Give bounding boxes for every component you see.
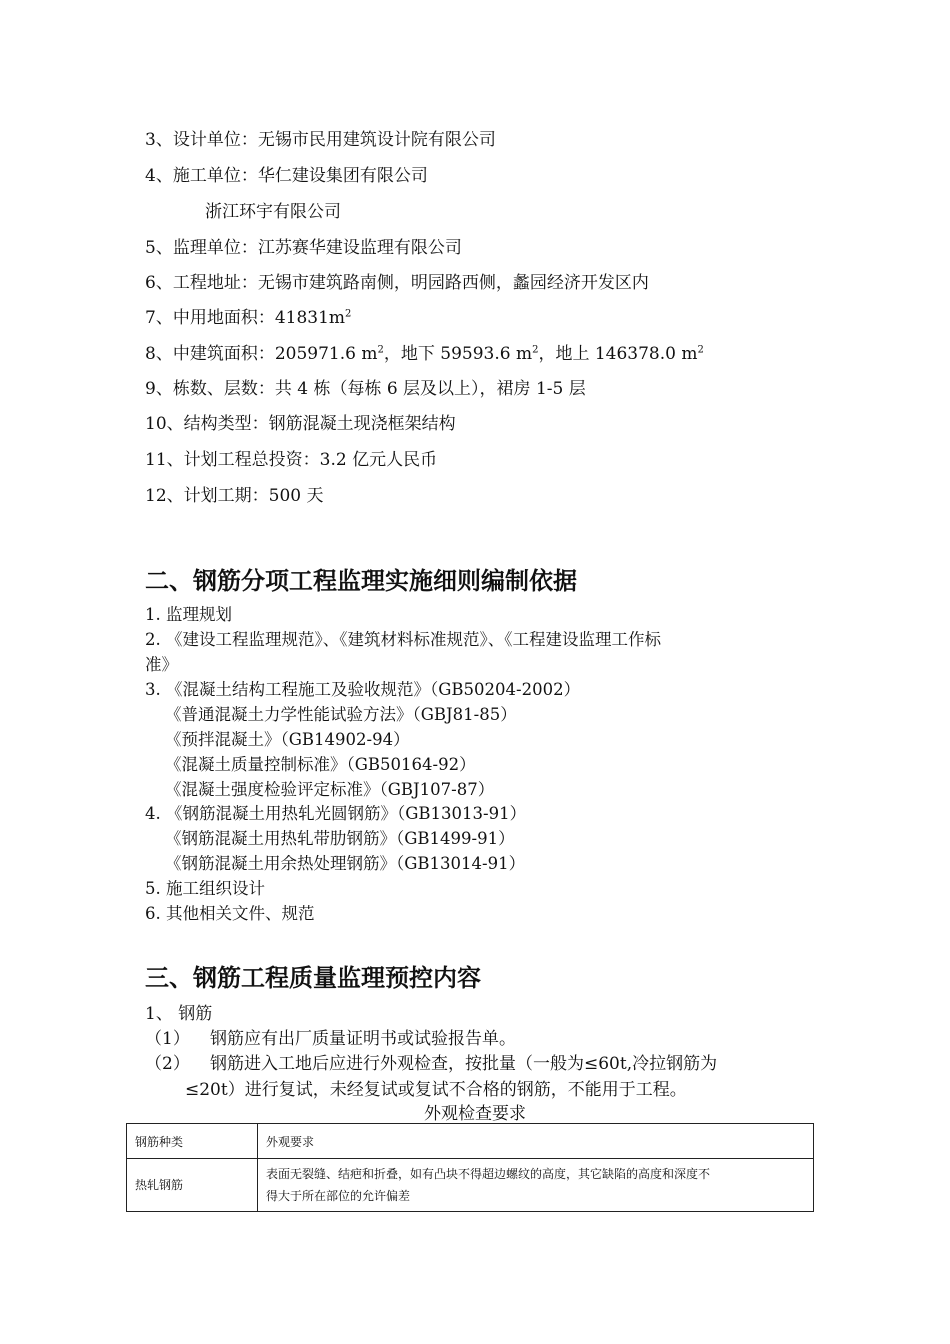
section-3-heading: 三、钢筋工程质量监理预控内容	[145, 964, 481, 992]
para-2-text-cont: ≤20t）进行复试，未经复试或复试不合格的钢筋，不能用于工程。	[185, 1080, 687, 1100]
ref-item: 《钢筋混凝土用余热处理钢筋》（GB13014-91）	[165, 854, 526, 873]
ref-item: 4. 《钢筋混凝土用热轧光圆钢筋》（GB13013-91）	[145, 804, 527, 823]
table-caption: 外观检查要求	[424, 1104, 526, 1124]
para-1-text: 钢筋应有出厂质量证明书或试验报告单。	[210, 1029, 516, 1049]
info-land-area: 7、中用地面积：$41831m^2$	[145, 308, 352, 328]
ref-item: 3. 《混凝土结构工程施工及验收规范》（GB50204-2002）	[145, 680, 581, 699]
ref-item: 准》	[145, 655, 178, 674]
ref-item: 6. 其他相关文件、规范	[145, 904, 315, 923]
info-construction-unit: 4、施工单位：华仁建设集团有限公司	[145, 166, 428, 186]
item-steel: 1、 钢筋	[145, 1004, 213, 1024]
ref-item: 《混凝土强度检验评定标准》（GBJ107-87）	[165, 780, 495, 799]
info-construction-unit-2: 浙江环宇有限公司	[205, 202, 341, 222]
para-2-number: （2）	[145, 1054, 190, 1074]
section-2-heading: 二、钢筋分项工程监理实施细则编制依据	[145, 567, 577, 595]
info-buildings: 9、栋数、层数：共 4 栋（每栋 6 层及以上），裙房 1-5 层	[145, 379, 586, 399]
ref-item: 1. 监理规划	[145, 605, 232, 624]
info-supervision-unit: 5、监理单位：江苏赛华建设监理有限公司	[145, 238, 462, 258]
inspection-table	[126, 1123, 814, 1212]
para-2-text: 钢筋进入工地后应进行外观检查，按批量（一般为≤60t,冷拉钢筋为	[210, 1054, 718, 1074]
info-investment: 11、计划工程总投资：3.2 亿元人民币	[145, 450, 438, 470]
table-row	[127, 1159, 814, 1212]
info-address: 6、工程地址：无锡市建筑路南侧，明园路西侧，蠡园经济开发区内	[145, 273, 649, 293]
ref-item: 5. 施工组织设计	[145, 879, 265, 898]
ref-item: 《预拌混凝土》（GB14902-94）	[165, 730, 410, 749]
info-structure: 10、结构类型：钢筋混凝土现浇框架结构	[145, 414, 456, 434]
ref-item: 《普通混凝土力学性能试验方法》（GBJ81-85）	[165, 705, 517, 724]
table-header-cell: 外观要求	[258, 1124, 814, 1159]
para-1-number: （1）	[145, 1029, 190, 1049]
table-cell: 表面无裂缝、结疤和折叠，如有凸块不得超边螺纹的高度，其它缺陷的高度和深度不 得大于所在部位的允许偏差	[258, 1159, 814, 1212]
ref-item: 2. 《建设工程监理规范》、《建筑材料标准规范》、《工程建设监理工作标	[145, 630, 661, 649]
ref-item: 《混凝土质量控制标准》（GB50164-92）	[165, 755, 476, 774]
info-schedule: 12、计划工期：500 天	[145, 486, 324, 506]
table-header-cell: 钢筋种类	[127, 1124, 258, 1159]
table-header-row	[127, 1124, 814, 1159]
info-building-area: 8、中建筑面积：205971.6 $m^2$，地下 59593.6 $m^2$，地上 146378.0 $m^2$	[145, 344, 704, 364]
ref-item: 《钢筋混凝土用热轧带肋钢筋》（GB1499-91）	[165, 829, 515, 848]
info-design-unit: 3、设计单位：无锡市民用建筑设计院有限公司	[145, 130, 496, 150]
table-cell: 热轧钢筋	[127, 1159, 258, 1212]
